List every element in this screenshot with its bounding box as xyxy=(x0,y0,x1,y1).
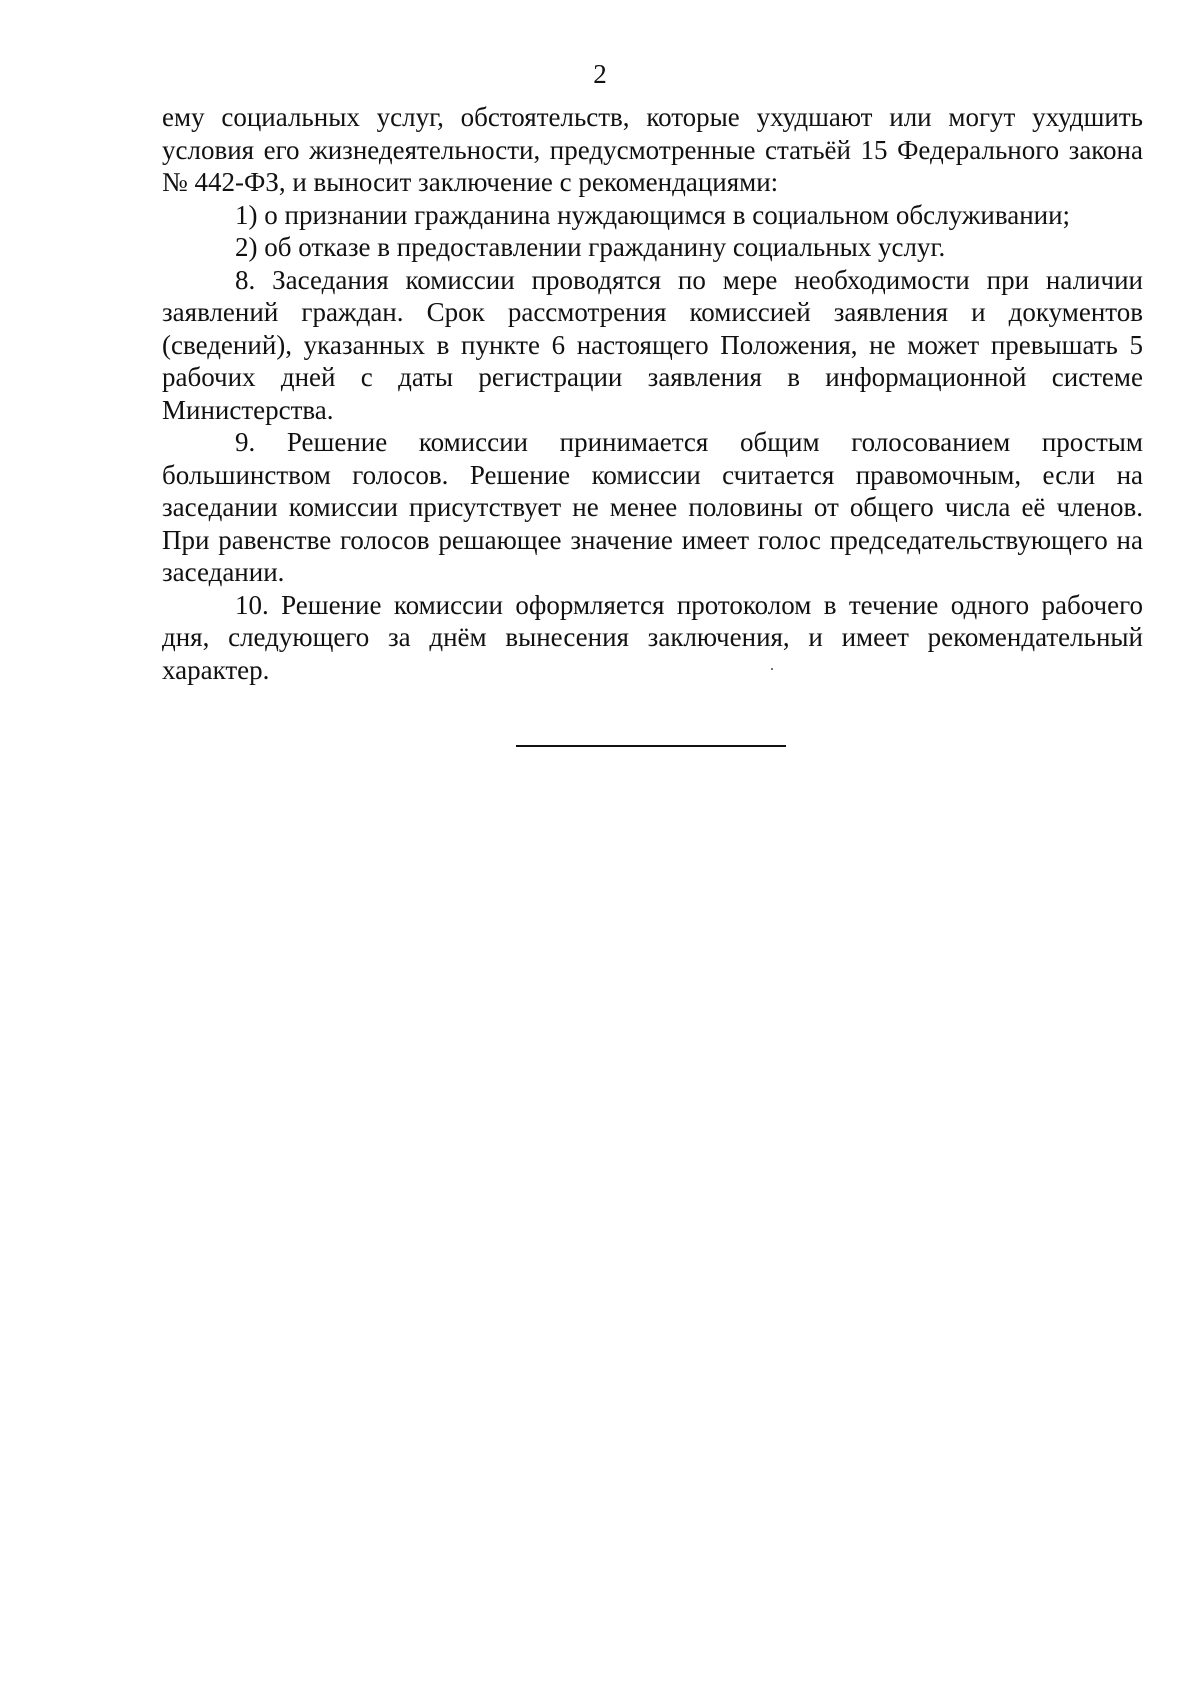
end-of-document-rule xyxy=(516,745,786,747)
paragraph-item-9: 9. Решение комиссии принимается общим голосованием простым большинством голосов. Решение комиссии считается правомочным, если на заседании комиссии присутствует не менее половины от общего числа её членов. При равенстве голосов решающее значение имеет голос председательствующего на заседании. xyxy=(162,427,1143,587)
list-item-2: 2) об отказе в предоставлении гражданину социальных услуг. xyxy=(235,232,946,262)
scan-speck xyxy=(771,668,773,670)
paragraph-item-8: 8. Заседания комиссии проводятся по мере необходимости при наличии заявлений граждан. Срок рассмотрения комиссией заявления и документов (сведений), указанных в пункте 6 настоящего Положения, не может превышать 5 рабочих дней с даты регистрации заявления в информационной системе Министерства. xyxy=(162,264,1143,425)
page-number: 2 xyxy=(593,59,607,89)
document-body xyxy=(162,101,1143,686)
paragraph-item-10: 10. Решение комиссии оформляется протоколом в течение одного рабочего дня, следующего за днём вынесения заключения, и имеет рекомендательный характер. xyxy=(162,589,1143,685)
list-item-1: 1) о признании гражданина нуждающимся в социальном обслуживании; xyxy=(235,199,1071,230)
paragraph-continuation: ему социальных услуг, обстоятельств, которые ухудшают или могут ухудшить условия его жизнедеятельности, предусмотренные статьёй 15 Федерального закона № 442-ФЗ, и выносит заключение с рекомендациями: xyxy=(162,102,1143,197)
